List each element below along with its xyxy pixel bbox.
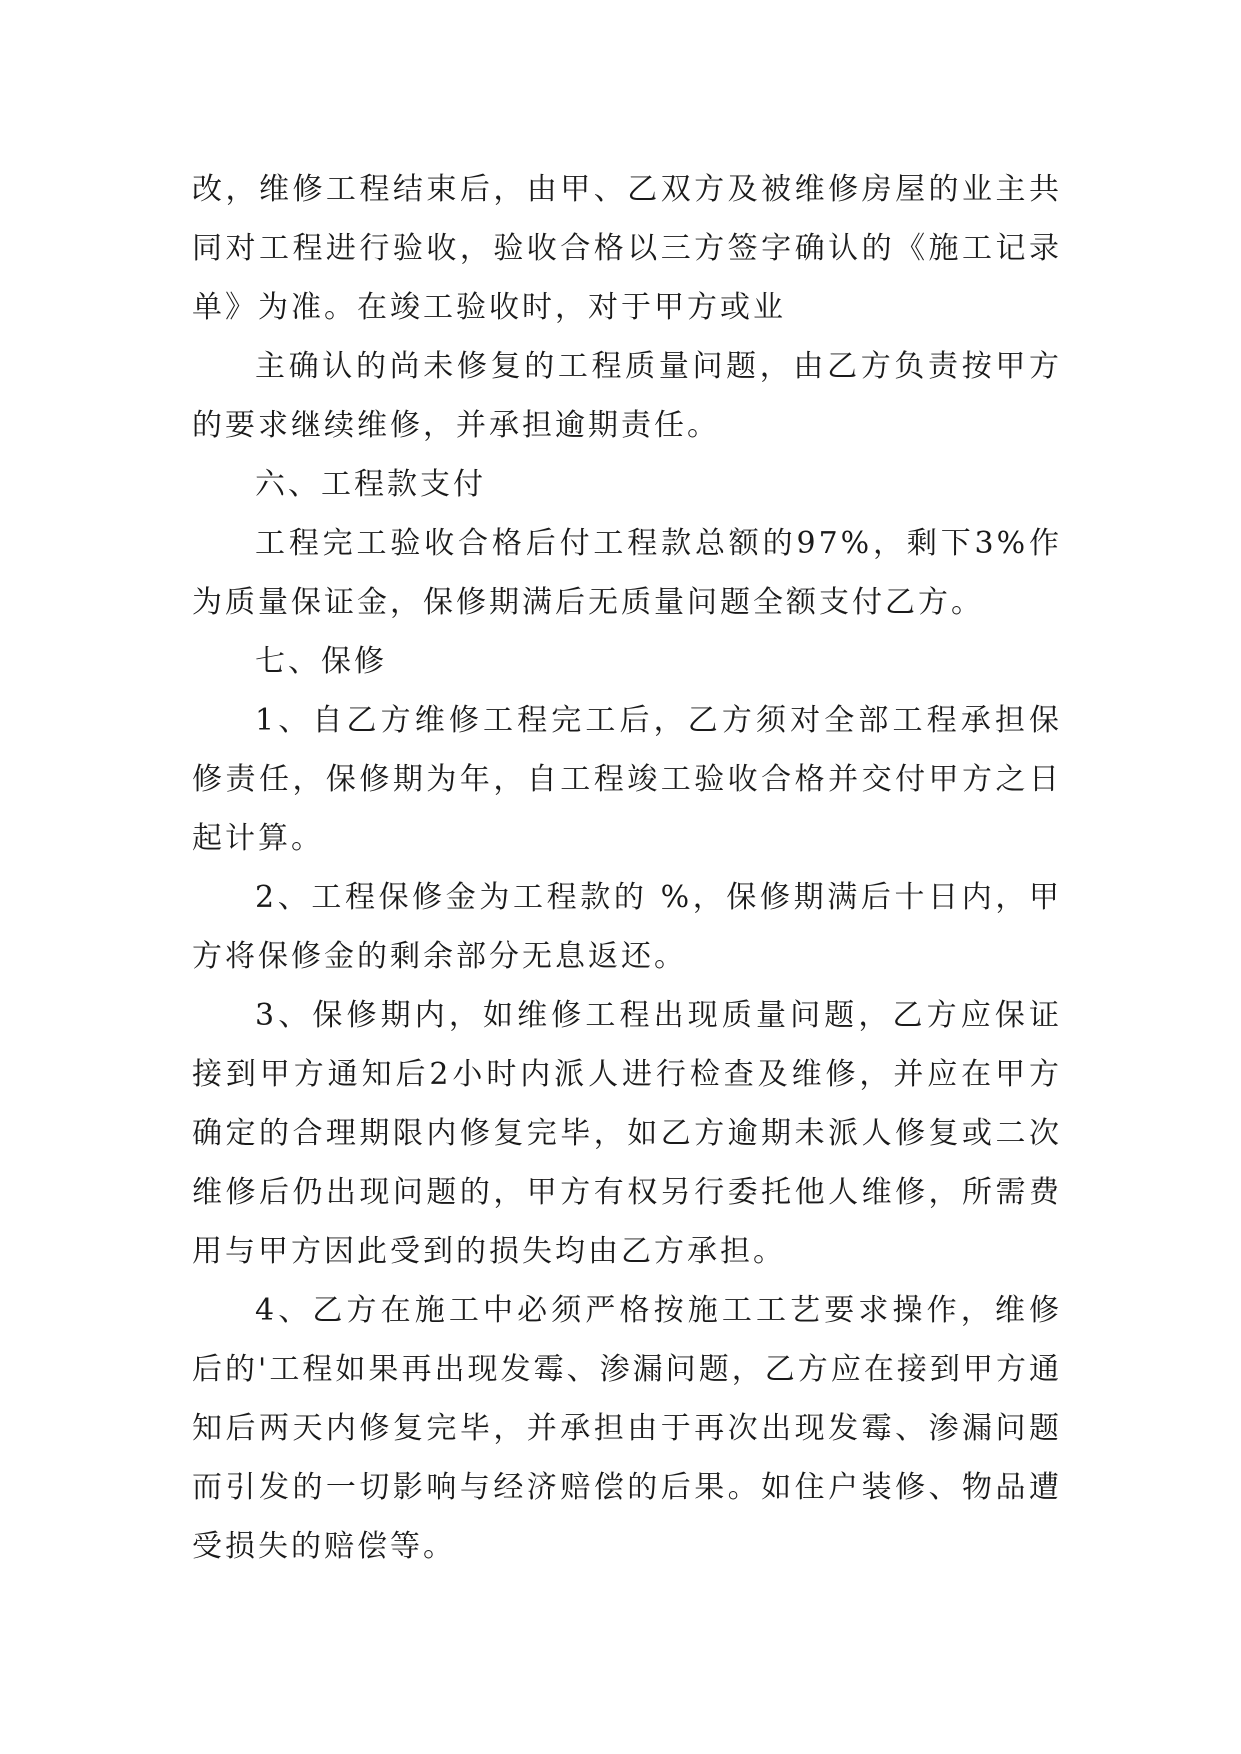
paragraph-payment: 工程完工验收合格后付工程款总额的97%，剩下3%作为质量保证金，保修期满后无质量问题全额支付乙方。 xyxy=(192,526,1062,620)
section-heading-warranty: 七、保修 xyxy=(255,644,387,679)
paragraph-quality-issues: 主确认的尚未修复的工程质量问题，由乙方负责按甲方的要求继续维修，并承担逾期责任。 xyxy=(192,349,1062,443)
paragraph-warranty-4: 4、乙方在施工中必须严格按施工工艺要求操作，维修后的'工程如果再出现发霉、渗漏问题，乙方应在接到甲方通知后两天内修复完毕，并承担由于再次出现发霉、渗漏问题而引发的一切影响与经济赔偿的后果。如住户装修、物品遭受损失的赔偿等。 xyxy=(192,1293,1062,1564)
section-heading-payment: 六、工程款支付 xyxy=(255,467,486,502)
paragraph-warranty-3: 3、保修期内，如维修工程出现质量问题，乙方应保证接到甲方通知后2小时内派人进行检查及维修，并应在甲方确定的合理期限内修复完毕，如乙方逾期未派人修复或二次维修后仍出现问题的，甲方有权另行委托他人维修，所需费用与甲方因此受到的损失均由乙方承担。 xyxy=(192,998,1062,1269)
paragraph-warranty-1: 1、自乙方维修工程完工后，乙方须对全部工程承担保修责任，保修期为年，自工程竣工验收合格并交付甲方之日起计算。 xyxy=(192,703,1062,856)
paragraph-continuation: 改，维修工程结束后，由甲、乙双方及被维修房屋的业主共同对工程进行验收，验收合格以三方签字确认的《施工记录单》为准。在竣工验收时，对于甲方或业 xyxy=(192,172,1062,325)
document-body xyxy=(192,160,1062,1576)
paragraph-warranty-2: 2、工程保修金为工程款的 %，保修期满后十日内，甲方将保修金的剩余部分无息返还。 xyxy=(192,880,1062,974)
